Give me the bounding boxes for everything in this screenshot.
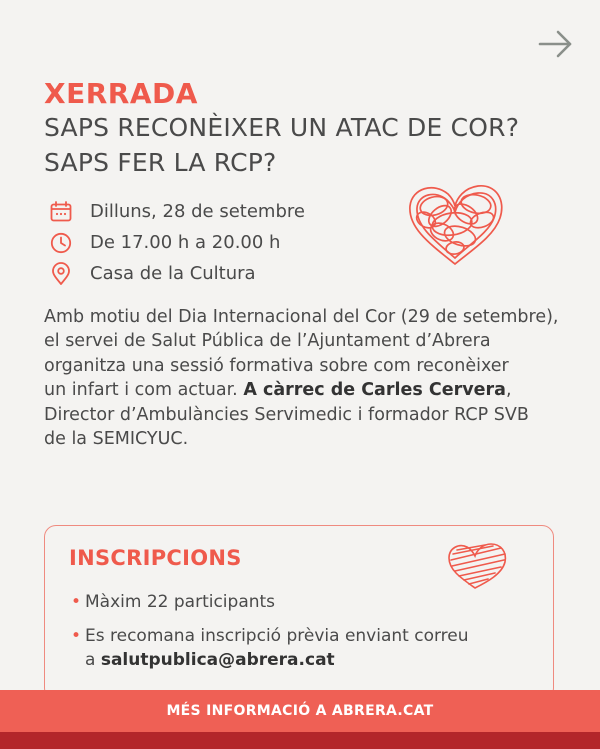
inscriptions-list: [71, 590, 531, 682]
event-description: [44, 305, 572, 451]
calendar-icon: [48, 199, 74, 225]
registration-email-link[interactable]: salutpublica@abrera.cat: [100, 650, 335, 670]
description-line: el servei de Salut Pública de l’Ajuntament d’Abrera: [44, 331, 491, 352]
scribble-heart-icon: [400, 176, 510, 272]
description-line: de la SEMICYUC.: [44, 429, 189, 450]
event-date: Dilluns, 28 de setembre: [90, 201, 305, 222]
inscriptions-card: [44, 525, 554, 700]
event-title-line-1: SAPS RECONÈIXER UN ATAC DE COR?: [44, 113, 520, 142]
footer-link[interactable]: MÉS INFORMACIÓ A ABRERA.CAT: [166, 703, 434, 719]
registration-note: [85, 624, 469, 672]
date-row: [48, 196, 305, 227]
description-line: organitza una sessió formativa sobre com reconèixer: [44, 355, 509, 376]
event-type-label: XERRADA: [44, 77, 198, 110]
event-details: [48, 196, 305, 289]
clock-icon: [48, 230, 74, 256]
inscriptions-title: INSCRIPCIONS: [69, 546, 242, 570]
registration-text: Es recomana inscripció prèvia enviant correu: [85, 626, 469, 646]
bullet-icon: •: [71, 592, 82, 612]
heart-icon: [445, 540, 511, 592]
description-text: ,: [505, 380, 512, 401]
location-pin-icon: [48, 261, 74, 287]
location-row: [48, 258, 305, 289]
event-title-line-2: SAPS FER LA RCP?: [44, 148, 277, 177]
event-header: [44, 78, 564, 180]
description-line: [44, 378, 572, 402]
arrow-right-icon[interactable]: [538, 28, 574, 60]
footer-strip: [0, 732, 600, 749]
registration-text: a: [85, 650, 101, 670]
participants-limit: Màxim 22 participants: [85, 592, 276, 612]
description-line: Amb motiu del Dia Internacional del Cor (29 de setembre),: [44, 307, 559, 327]
description-text: un infart i com actuar.: [44, 380, 244, 401]
time-row: [48, 227, 305, 258]
bullet-icon: •: [71, 626, 82, 646]
event-time: De 17.00 h a 20.00 h: [90, 232, 281, 253]
description-line: Director d’Ambulàncies Servimedic i formador RCP SVB: [44, 404, 529, 425]
speaker-name: A càrrec de Carles Cervera: [243, 380, 506, 401]
list-item: [71, 590, 531, 614]
event-location: Casa de la Cultura: [90, 263, 256, 284]
list-item: [71, 624, 531, 672]
footer-link-bar[interactable]: [0, 690, 600, 732]
